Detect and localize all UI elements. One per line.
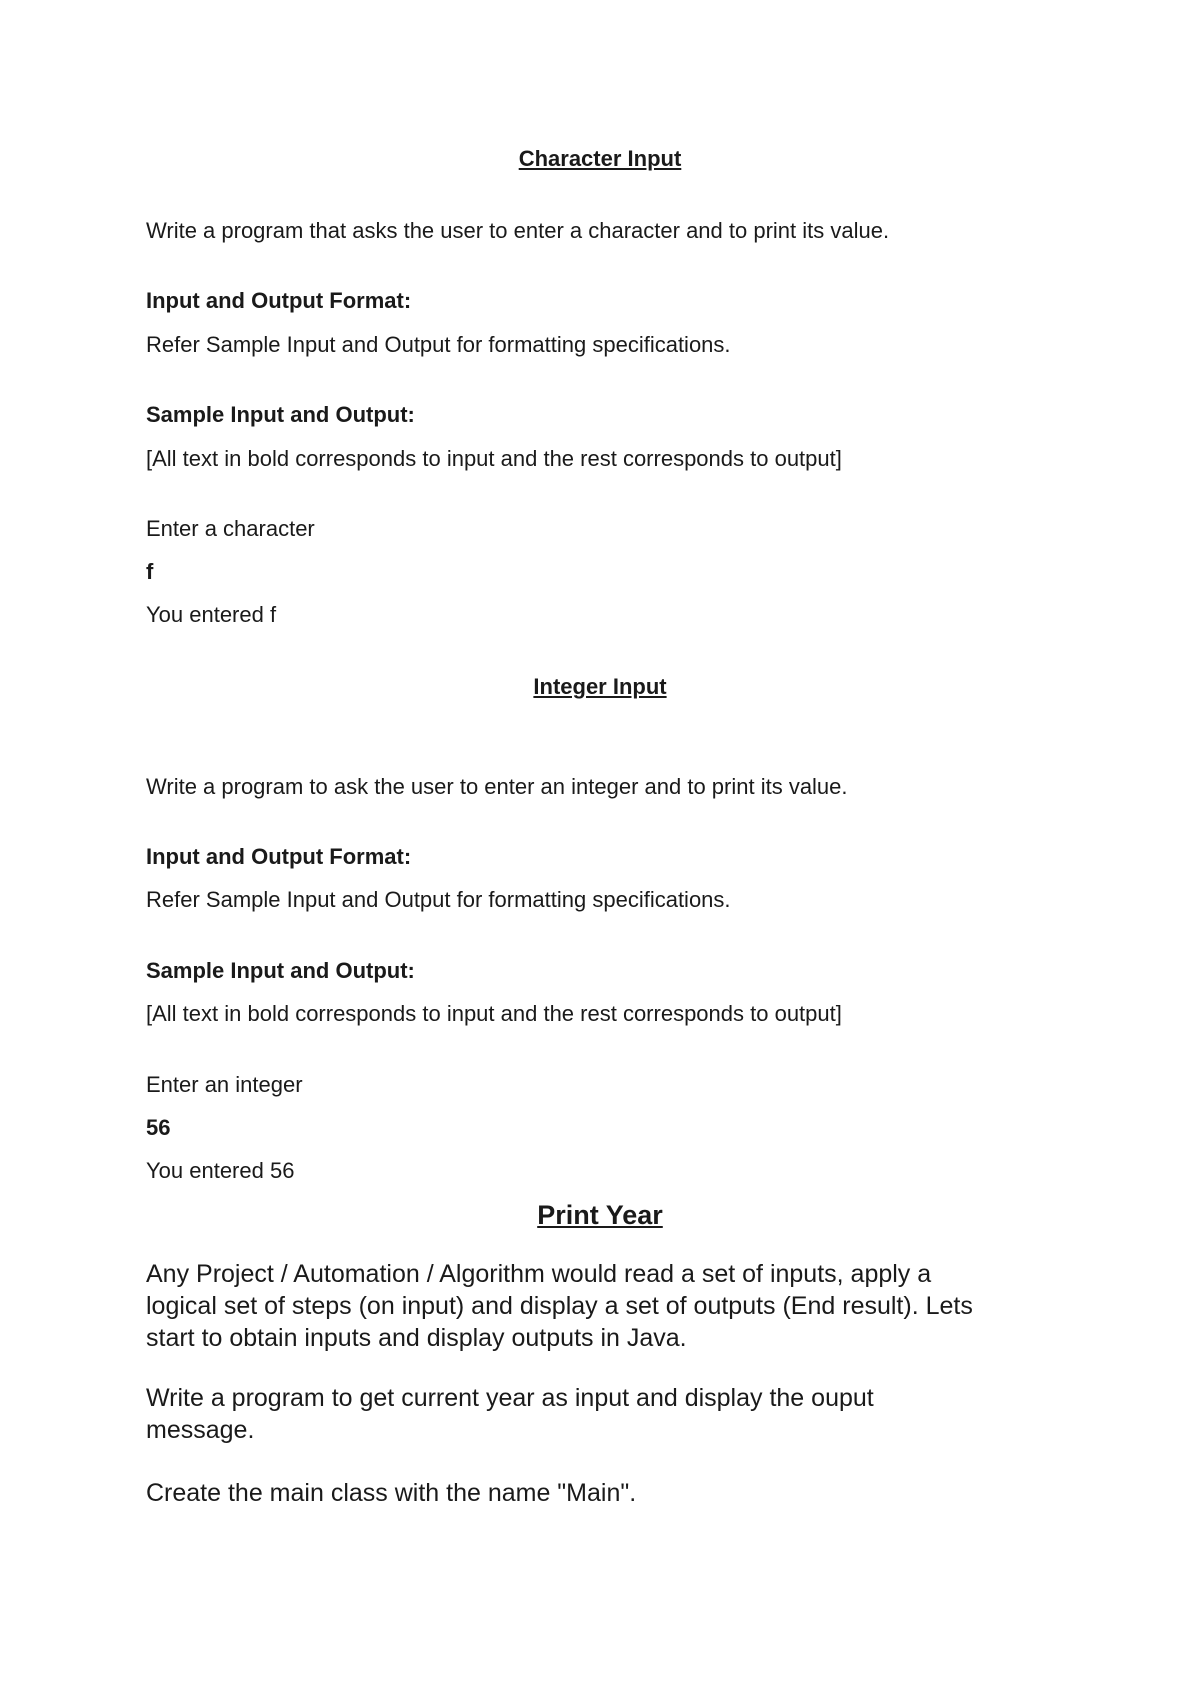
character-input-sample-input: f [146,559,154,584]
print-year-paragraph-2 [146,1382,1066,1446]
character-input-sample-output: You entered f [146,602,277,627]
character-input-format-label: Input and Output Format: [146,288,412,313]
section-title-integer-input: Integer Input [533,674,667,699]
integer-input-sample-output: You entered 56 [146,1158,295,1183]
integer-input-format-label: Input and Output Format: [146,844,412,869]
print-year-paragraph-1-line: Any Project / Automation / Algorithm would read a set of inputs, apply a [146,1260,932,1288]
character-input-sample-label: Sample Input and Output: [146,402,415,427]
integer-input-format-text: Refer Sample Input and Output for formatting specifications. [146,887,731,912]
section-title-print-year: Print Year [537,1200,663,1230]
print-year-paragraph-1 [146,1258,1066,1354]
print-year-paragraph-1-line: logical set of steps (on input) and display a set of outputs (End result). Lets [146,1292,973,1320]
integer-input-sample-prompt: Enter an integer [146,1072,303,1097]
section-title-character-input: Character Input [518,146,682,171]
character-input-description: Write a program that asks the user to enter a character and to print its value. [146,218,890,243]
character-input-format-text: Refer Sample Input and Output for formatting specifications. [146,332,731,357]
print-year-paragraph-3 [146,1477,1066,1509]
integer-input-sample-input: 56 [146,1115,171,1140]
print-year-paragraph-3-line: Create the main class with the name "Main". [146,1479,637,1507]
print-year-paragraph-1-line: start to obtain inputs and display outputs in Java. [146,1324,687,1352]
integer-input-sample-note: [All text in bold corresponds to input and the rest corresponds to output] [146,1001,842,1026]
character-input-sample-note: [All text in bold corresponds to input and the rest corresponds to output] [146,446,842,471]
print-year-paragraph-2-line: Write a program to get current year as input and display the ouput [146,1384,874,1412]
integer-input-sample-label: Sample Input and Output: [146,958,415,983]
integer-input-description: Write a program to ask the user to enter an integer and to print its value. [146,774,848,799]
character-input-sample-prompt: Enter a character [146,516,315,541]
print-year-paragraph-2-line: message. [146,1416,255,1444]
